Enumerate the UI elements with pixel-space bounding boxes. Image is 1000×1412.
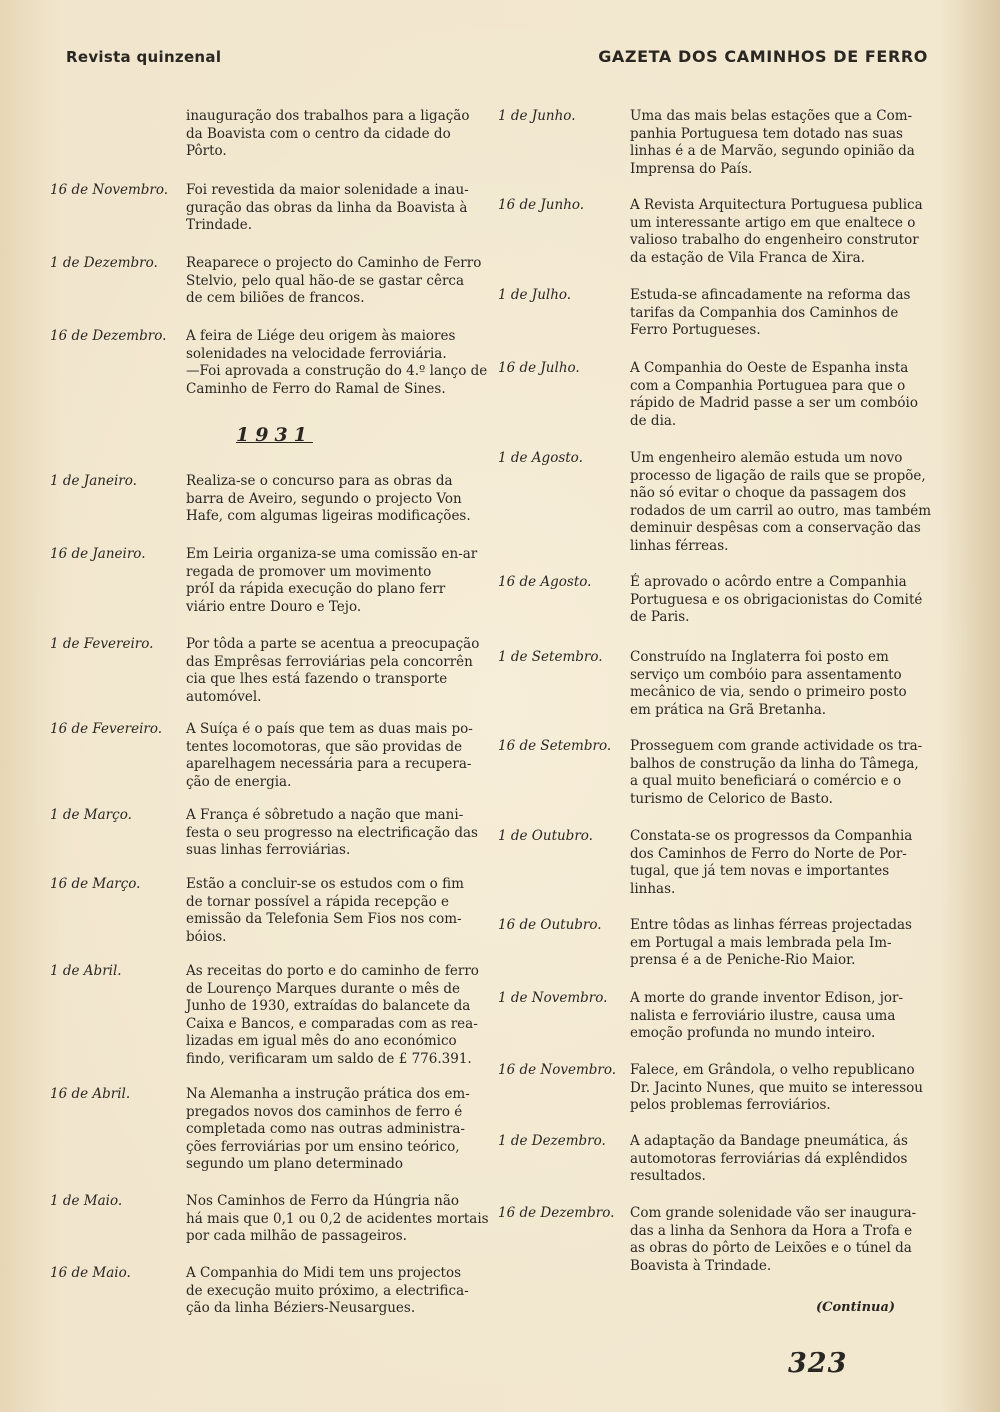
entry-text-line: prensa é a de Peniche-Rio Maior. bbox=[630, 952, 856, 968]
entry-text bbox=[186, 1265, 486, 1318]
entry-text-line: Estuda-se afincadamente na reforma das bbox=[630, 287, 911, 303]
entry-text-line: turismo de Celorico de Basto. bbox=[630, 790, 833, 807]
entry-text bbox=[630, 828, 930, 898]
entry-text-line: Falece, em Grândola, o velho republicano bbox=[630, 1062, 915, 1078]
entry-text bbox=[630, 1062, 930, 1115]
entry-text bbox=[186, 1193, 489, 1246]
entry-text-line: ções ferroviárias por um ensino teórico, bbox=[186, 1138, 460, 1155]
entry-date: 16 de Janeiro. bbox=[50, 546, 146, 562]
entry-text-line: A Companhia do Oeste de Espanha insta bbox=[630, 360, 909, 376]
entry-text-line: rápido de Madrid passe a ser um combóio bbox=[630, 395, 918, 411]
entry-text bbox=[186, 182, 486, 235]
entry-text-line: por cada milhão de passageiros. bbox=[186, 1228, 407, 1244]
entry-text-line: linhas férreas. bbox=[630, 537, 729, 554]
entry-text-line: linhas. bbox=[630, 880, 676, 897]
header-left: Revista quinzenal bbox=[66, 48, 222, 66]
entry-text bbox=[186, 328, 486, 398]
entry-text-line: festa o seu progresso na electrificação das bbox=[186, 824, 478, 841]
entry-date: 16 de Fevereiro. bbox=[50, 721, 163, 737]
entry-text bbox=[186, 255, 486, 308]
entry-text bbox=[630, 287, 930, 340]
entry-text-line: rodados de um carril ao outro, mas também bbox=[630, 502, 932, 519]
entry-text-line: emissão da Telefonia Sem Fios nos com- bbox=[186, 911, 462, 927]
entry-text-line: A Companhia do Midi tem uns projectos bbox=[186, 1265, 462, 1281]
entry-text-line: Por tôda a parte se acentua a preocupação bbox=[186, 636, 480, 652]
entry-text-line: suas linhas ferroviárias. bbox=[186, 842, 351, 858]
entry-text-line: Reaparece o projecto do Caminho de Ferro bbox=[186, 255, 482, 271]
entry-text-line: Em Leiria organiza-se uma comissão en-ar bbox=[186, 546, 478, 562]
entry-text bbox=[630, 990, 930, 1043]
entry-text-line: segundo um plano determinado bbox=[186, 1156, 404, 1172]
entry-date: 1 de Dezembro. bbox=[498, 1133, 606, 1149]
entry-text-line: pelos problemas ferroviários. bbox=[630, 1097, 831, 1113]
entry-date: 16 de Dezembro. bbox=[498, 1205, 615, 1221]
entry-text-line: linhas é a de Marvão, segundo opinião da bbox=[630, 143, 915, 159]
entry-text-line: de cem biliões de francos. bbox=[186, 290, 365, 306]
entry-date: 16 de Maio. bbox=[50, 1265, 131, 1281]
entry-text bbox=[630, 649, 930, 719]
entry-text bbox=[630, 108, 930, 178]
entry-text bbox=[630, 738, 930, 808]
entry-text-line: da Boavista com o centro da cidade do bbox=[186, 125, 451, 142]
entry-text-line: Pôrto. bbox=[186, 143, 227, 159]
entry-text-line: próI da rápida execução do plano ferr bbox=[186, 581, 446, 597]
entry-text-line: da estação de Vila Franca de Xira. bbox=[630, 249, 865, 266]
entry-text-line: inauguração dos trabalhos para a ligação bbox=[186, 108, 470, 124]
entry-text-line: um interessante artigo em que enaltece o bbox=[630, 214, 916, 231]
entry-text-line: emoção profunda no mundo inteiro. bbox=[630, 1025, 876, 1041]
entry-text-line: guração das obras da linha da Boavista à bbox=[186, 199, 468, 216]
entry-text bbox=[186, 1086, 486, 1174]
entry-text-line: viário entre Douro e Tejo. bbox=[186, 598, 362, 615]
entry-text-line: Caixa e Bancos, e comparadas com as rea- bbox=[186, 1015, 478, 1032]
entry-date: 1 de Março. bbox=[50, 807, 132, 823]
entry-date: 1 de Junho. bbox=[498, 108, 576, 124]
year-heading: 1931 bbox=[236, 424, 313, 446]
entry-text-line: barra de Aveiro, segundo o projecto Von bbox=[186, 490, 462, 507]
entry-text-line: de execução muito próximo, a electrifica- bbox=[186, 1282, 469, 1299]
entry-text bbox=[630, 450, 930, 555]
entry-text-line: Hafe, com algumas ligeiras modificações. bbox=[186, 508, 471, 524]
entry-text-line: completada como nas outras administra- bbox=[186, 1121, 465, 1137]
entry-text-line: Junho de 1930, extraídas do balancete da bbox=[186, 998, 471, 1014]
entry-text-line: de dia. bbox=[630, 412, 677, 429]
entry-text-line: A feira de Liége deu origem às maiores bbox=[186, 328, 456, 344]
entry-date: 1 de Dezembro. bbox=[50, 255, 158, 271]
entry-text-line: balhos de construção da linha do Tâmega, bbox=[630, 755, 919, 772]
entry-text-line: A Suíça é o país que tem as duas mais po- bbox=[186, 721, 473, 737]
entry-text bbox=[186, 963, 486, 1068]
entry-text-line: ção da linha Béziers-Neusargues. bbox=[186, 1300, 416, 1316]
entry-text-line: Prosseguem com grande actividade os tra- bbox=[630, 738, 923, 754]
entry-text-line: A França é sôbretudo a nação que mani- bbox=[186, 807, 464, 823]
entry-text-line: das a linha da Senhora da Hora a Trofa e bbox=[630, 1222, 913, 1239]
entry-text-line: cia que lhes está fazendo o transporte bbox=[186, 671, 448, 687]
entry-date: 16 de Julho. bbox=[498, 360, 580, 376]
entry-text-line: automotoras ferroviárias dá explêndidos bbox=[630, 1150, 908, 1167]
entry-text bbox=[630, 360, 930, 430]
entry-text-line: É aprovado o acôrdo entre a Companhia bbox=[630, 574, 907, 590]
entry-text-line: em Portugal a mais lembrada pela Im- bbox=[630, 934, 892, 951]
entry-text-line: Nos Caminhos de Ferro da Húngria não bbox=[186, 1193, 460, 1209]
entry-text bbox=[186, 721, 486, 791]
entry-text-line: Constata-se os progressos da Companhia bbox=[630, 828, 913, 844]
entry-text-line: aparelhagem necessária para a recupera- bbox=[186, 756, 472, 772]
entry-text-line: Caminho de Ferro do Ramal de Sines. bbox=[186, 380, 446, 397]
entry-text-line: A Revista Arquitectura Portuguesa publica bbox=[630, 197, 923, 213]
entry-text-line: A morte do grande inventor Edison, jor- bbox=[630, 990, 904, 1006]
continua-note: (Continua) bbox=[816, 1300, 896, 1315]
entry-text bbox=[186, 807, 486, 860]
entry-text-line: panhia Portuguesa tem dotado nas suas bbox=[630, 125, 903, 142]
entry-date: 1 de Janeiro. bbox=[50, 473, 137, 489]
entry-text bbox=[630, 197, 930, 267]
entry-text-line: processo de ligação de rails que se propõe, bbox=[630, 467, 926, 484]
entry-text-line: As receitas do porto e do caminho de ferro bbox=[186, 963, 479, 979]
entry-text-line: Uma das mais belas estações que a Com- bbox=[630, 108, 913, 124]
entry-text-line: Construído na Inglaterra foi posto em bbox=[630, 649, 889, 665]
entry-text bbox=[186, 108, 486, 161]
entry-text-line: de tornar possível a rápida recepção e bbox=[186, 893, 450, 910]
entry-text-line: lizadas em igual mês do ano económico bbox=[186, 1033, 457, 1049]
entry-text-line: Boavista à Trindade. bbox=[630, 1257, 772, 1274]
entry-date: 16 de Novembro. bbox=[498, 1062, 617, 1078]
entry-text bbox=[186, 473, 486, 526]
entry-text bbox=[186, 876, 486, 946]
entry-text-line: automóvel. bbox=[186, 688, 262, 705]
page-number: 323 bbox=[788, 1348, 848, 1379]
entry-text-line: há mais que 0,1 ou 0,2 de acidentes mortais bbox=[186, 1210, 489, 1227]
entry-date: 16 de Novembro. bbox=[50, 182, 169, 198]
entry-date: 16 de Março. bbox=[50, 876, 141, 892]
entry-date: 1 de Julho. bbox=[498, 287, 572, 303]
entry-text-line: Estão a concluir-se os estudos com o fim bbox=[186, 876, 464, 892]
entry-text-line: Stelvio, pelo qual hão-de se gastar cêrca bbox=[186, 272, 465, 289]
entry-text-line: regada de promover um movimento bbox=[186, 563, 432, 580]
entry-text-line: Entre tôdas as linhas férreas projectadas bbox=[630, 917, 912, 933]
entry-text-line: não só evitar o choque da passagem dos bbox=[630, 485, 907, 501]
entry-text-line: Ferro Portugueses. bbox=[630, 322, 761, 338]
entry-text-line: deminuir despêsas com a conservação das bbox=[630, 520, 921, 536]
entry-text bbox=[630, 1205, 930, 1275]
entry-date: 16 de Abril. bbox=[50, 1086, 131, 1102]
entry-date: 1 de Novembro. bbox=[498, 990, 608, 1006]
entry-text-line: Um engenheiro alemão estuda um novo bbox=[630, 450, 903, 466]
entry-text bbox=[630, 917, 930, 970]
entry-text-line: dos Caminhos de Ferro do Norte de Por- bbox=[630, 845, 907, 862]
entry-text-line: a qual muito beneficiará o comércio e o bbox=[630, 773, 902, 789]
entry-text-line: —Foi aprovada a construção do 4.º lanço de bbox=[186, 363, 488, 379]
entry-date: 1 de Abril. bbox=[50, 963, 122, 979]
entry-text-line: de Lourenço Marques durante o mês de bbox=[186, 980, 460, 997]
entry-text bbox=[630, 574, 930, 627]
entry-text-line: nalista e ferroviário ilustre, causa uma bbox=[630, 1007, 896, 1024]
entry-text-line: tarifas da Companhia dos Caminhos de bbox=[630, 304, 899, 321]
entry-text-line: mecânico de via, sendo o primeiro posto bbox=[630, 684, 907, 700]
entry-date: 16 de Junho. bbox=[498, 197, 585, 213]
entry-text-line: Imprensa do País. bbox=[630, 160, 753, 177]
entry-text-line: as obras do pôrto de Leixões e o túnel da bbox=[630, 1240, 912, 1256]
entry-text-line: tentes locomotoras, que são providas de bbox=[186, 738, 463, 755]
entry-text-line: valioso trabalho do engenheiro construtor bbox=[630, 232, 919, 248]
entry-text-line: Na Alemanha a instrução prática dos em- bbox=[186, 1086, 470, 1102]
entry-date: 16 de Dezembro. bbox=[50, 328, 167, 344]
entry-text-line: das Emprêsas ferroviárias pela concorrên bbox=[186, 653, 473, 670]
entry-text-line: de Paris. bbox=[630, 609, 690, 625]
entry-date: 16 de Agosto. bbox=[498, 574, 592, 590]
entry-text-line: Foi revestida da maior solenidade a inau- bbox=[186, 182, 469, 198]
entry-text-line: solenidades na velocidade ferroviária. bbox=[186, 345, 447, 362]
entry-text-line: Dr. Jacinto Nunes, que muito se interessou bbox=[630, 1079, 923, 1096]
entry-date: 16 de Outubro. bbox=[498, 917, 602, 933]
entry-text-line: Com grande solenidade vão ser inaugura- bbox=[630, 1205, 917, 1221]
entry-text-line: resultados. bbox=[630, 1168, 706, 1184]
entry-text-line: serviço um combóio para assentamento bbox=[630, 666, 902, 683]
entry-date: 1 de Setembro. bbox=[498, 649, 603, 665]
entry-text-line: bóios. bbox=[186, 928, 227, 945]
entry-date: 1 de Outubro. bbox=[498, 828, 593, 844]
entry-text-line: em prática na Grã Bretanha. bbox=[630, 701, 827, 718]
entry-date: 1 de Fevereiro. bbox=[50, 636, 154, 652]
entry-text-line: A adaptação da Bandage pneumática, ás bbox=[630, 1133, 908, 1149]
entry-text-line: Trindade. bbox=[186, 217, 253, 233]
entry-text-line: findo, verificaram um saldo de £ 776.391. bbox=[186, 1050, 472, 1067]
header-right: GAZETA DOS CAMINHOS DE FERRO bbox=[598, 47, 928, 66]
entry-date: 1 de Agosto. bbox=[498, 450, 583, 466]
entry-text-line: Portuguesa e os obrigacionistas do Comité bbox=[630, 591, 923, 608]
entry-text bbox=[186, 636, 486, 706]
entry-text-line: ção de energia. bbox=[186, 773, 292, 790]
entry-text-line: tugal, que já tem novas e importantes bbox=[630, 863, 890, 879]
entry-text-line: com a Companhia Portuguea para que o bbox=[630, 377, 906, 394]
entry-text bbox=[186, 546, 486, 616]
entry-text bbox=[630, 1133, 930, 1186]
entry-date: 1 de Maio. bbox=[50, 1193, 123, 1209]
entry-date: 16 de Setembro. bbox=[498, 738, 612, 754]
entry-text-line: pregados novos dos caminhos de ferro é bbox=[186, 1103, 463, 1120]
entry-text-line: Realiza-se o concurso para as obras da bbox=[186, 473, 453, 489]
